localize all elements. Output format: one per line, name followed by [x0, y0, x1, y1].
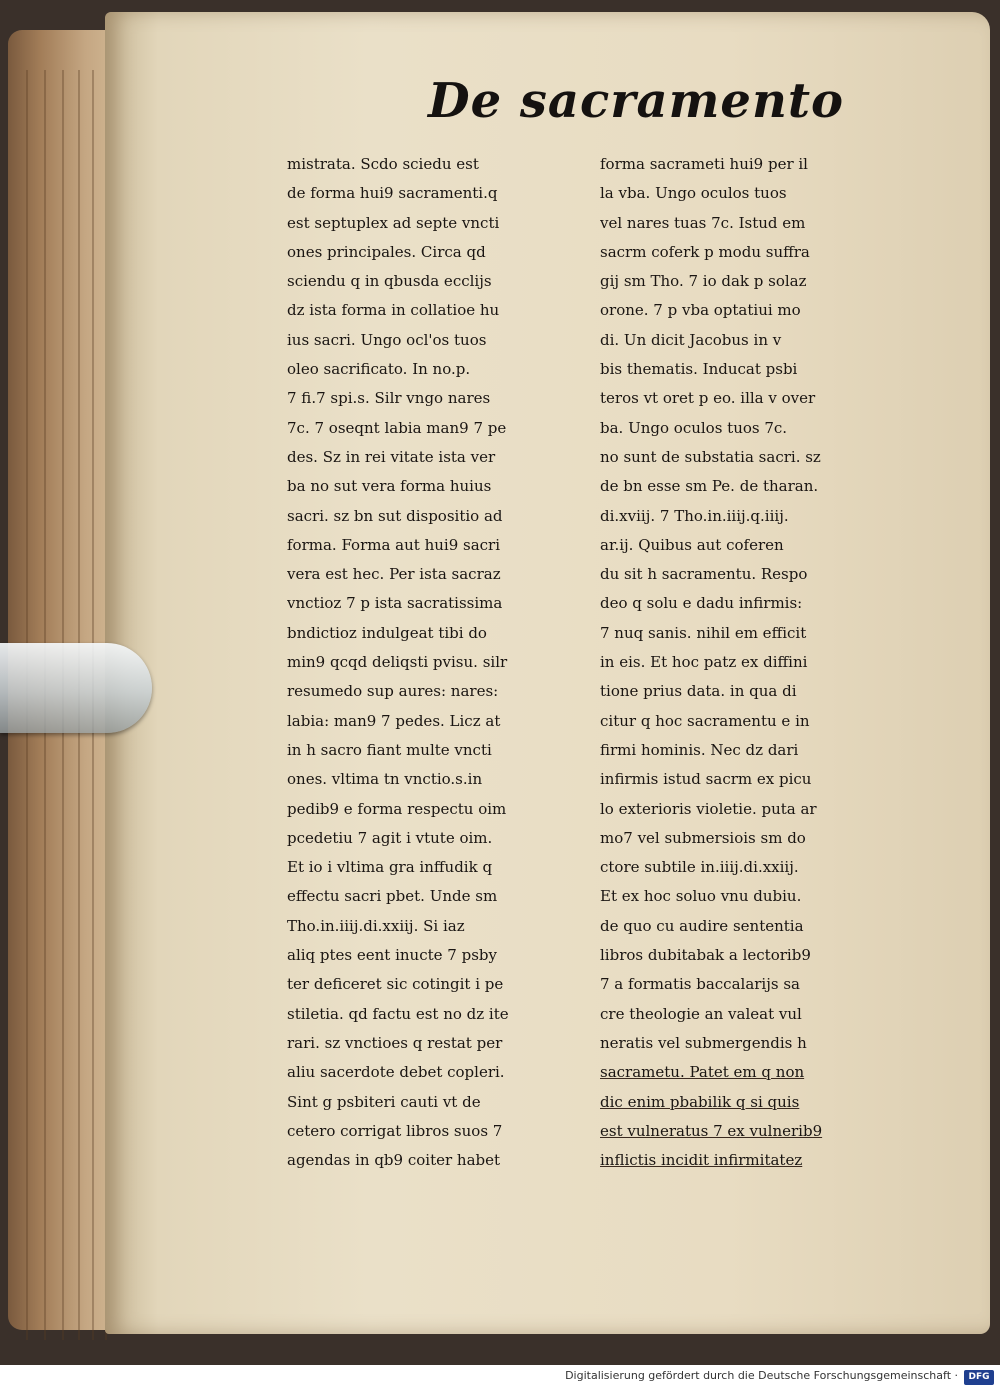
running-head: De sacramento	[428, 73, 845, 129]
text-line: dz ista forma in collatioe hu	[287, 301, 500, 320]
text-line: de bn esse sm Pe. de tharan.	[600, 477, 819, 496]
text-line: cetero corrigat libros suos 7	[287, 1121, 503, 1140]
text-column-right	[600, 150, 905, 1175]
text-line: vnctioz 7 p ista sacratissima	[287, 594, 503, 613]
text-line: aliu sacerdote debet copleri.	[287, 1063, 505, 1082]
text-line: ar.ij. Quibus aut coferen	[600, 535, 784, 554]
text-line: 7c. 7 oseqnt labia man9 7 pe	[287, 418, 507, 437]
text-line: de forma hui9 sacramenti.q	[287, 184, 498, 203]
text-line: mo7 vel submersiois sm do	[600, 828, 806, 847]
text-line: infirmis istud sacrm ex picu	[600, 770, 812, 789]
text-line: sacrm coferk p modu suffra	[600, 242, 810, 261]
text-line: firmi hominis. Nec dz dari	[600, 740, 799, 759]
text-line: in h sacro fiant multe vncti	[287, 740, 492, 759]
text-line: la vba. Ungo oculos tuos	[600, 184, 787, 203]
text-line: Tho.in.iiij.di.xxiij. Si iaz	[287, 916, 465, 935]
text-line: min9 qcqd deliqsti pvisu. silr	[287, 653, 508, 672]
page-clip	[0, 643, 152, 733]
text-line: sacri. sz bn sut dispositio ad	[287, 506, 503, 525]
text-column-left	[287, 150, 585, 1175]
text-line: no sunt de substatia sacri. sz	[600, 447, 821, 466]
text-line: 7 a formatis baccalarijs sa	[600, 975, 800, 994]
text-line: mistrata. Scdo sciedu est	[287, 155, 479, 173]
text-line: sciendu q in qbusda ecclijs	[287, 272, 492, 291]
text-line: Sint g psbiteri cauti vt de	[287, 1092, 481, 1111]
text-line: vera est hec. Per ista sacraz	[287, 565, 501, 584]
text-line: des. Sz in rei vitate ista ver	[287, 447, 496, 466]
text-line: tione prius data. in qua di	[600, 682, 797, 701]
text-line: teros vt oret p eo. illa v over	[600, 389, 816, 408]
text-line: orone. 7 p vba optatiui mo	[600, 301, 801, 320]
text-line: ba. Ungo oculos tuos 7c.	[600, 418, 788, 437]
text-line: 7 nuq sanis. nihil em efficit	[600, 623, 807, 642]
text-line: vel nares tuas 7c. Istud em	[600, 213, 806, 232]
text-line: aliq ptes eent inucte 7 psby	[287, 946, 497, 965]
text-line: forma. Forma aut hui9 sacri	[287, 535, 501, 554]
footer-credit: Digitalisierung gefördert durch die Deutsche Forschungsgemeinschaft ·	[565, 1369, 958, 1382]
text-line: oleo sacrificato. In no.p.	[287, 360, 471, 379]
text-line: est vulneratus 7 ex vulnerib9	[600, 1121, 823, 1140]
text-line: deo q solu e dadu infirmis:	[600, 594, 803, 613]
text-line: pedib9 e forma respectu oim	[287, 799, 507, 818]
text-line: Et io i vltima gra inffudik q	[287, 858, 493, 877]
text-line: pcedetiu 7 agit i vtute oim.	[287, 828, 493, 847]
text-line: in eis. Et hoc patz ex diffini	[600, 653, 808, 672]
text-line: effectu sacri pbet. Unde sm	[287, 887, 498, 906]
text-line: Et ex hoc soluo vnu dubiu.	[600, 887, 802, 906]
text-line: labia: man9 7 pedes. Licz at	[287, 711, 501, 730]
text-line: sacrametu. Patet em q non	[600, 1063, 805, 1082]
text-line: inflictis incidit infirmitatez	[600, 1151, 803, 1170]
text-line: libros dubitabak a lectorib9	[600, 946, 811, 965]
text-line: cre theologie an valeat vul	[600, 1004, 802, 1023]
text-line: lo exterioris violetie. puta ar	[600, 799, 817, 818]
text-line: est septuplex ad septe vncti	[287, 213, 500, 232]
text-line: gij sm Tho. 7 io dak p solaz	[600, 272, 807, 291]
text-line: 7 fi.7 spi.s. Silr vngo nares	[287, 389, 491, 408]
text-line: forma sacrameti hui9 per il	[600, 155, 808, 173]
text-line: ius sacri. Ungo ocl'os tuos	[287, 330, 487, 349]
text-line: de quo cu audire sententia	[600, 916, 804, 935]
text-line: rari. sz vnctioes q restat per	[287, 1033, 503, 1052]
text-line: resumedo sup aures: nares:	[287, 682, 499, 701]
text-line: ba no sut vera forma huius	[287, 477, 492, 496]
text-line: ones. vltima tn vnctio.s.in	[287, 770, 483, 789]
text-line: neratis vel submergendis h	[600, 1033, 807, 1052]
text-line: du sit h sacramentu. Respo	[600, 565, 808, 584]
text-line: ones principales. Circa qd	[287, 242, 486, 261]
dfg-logo: DFG	[964, 1370, 994, 1385]
footer-bar	[0, 1365, 1000, 1390]
text-line: di.xviij. 7 Tho.in.iiij.q.iiij.	[600, 506, 789, 525]
text-line: di. Un dicit Jacobus in v	[600, 330, 782, 349]
text-line: citur q hoc sacramentu e in	[600, 711, 810, 730]
text-line: bis thematis. Inducat psbi	[600, 360, 798, 379]
text-line: ter deficeret sic cotingit i pe	[287, 975, 504, 994]
text-line: dic enim pbabilik q si quis	[600, 1092, 800, 1111]
text-line: ctore subtile in.iiij.di.xxiij.	[600, 858, 799, 877]
text-line: stiletia. qd factu est no dz ite	[287, 1004, 509, 1023]
text-line: agendas in qb9 coiter habet	[287, 1151, 501, 1170]
text-line: bndictioz indulgeat tibi do	[287, 623, 487, 642]
